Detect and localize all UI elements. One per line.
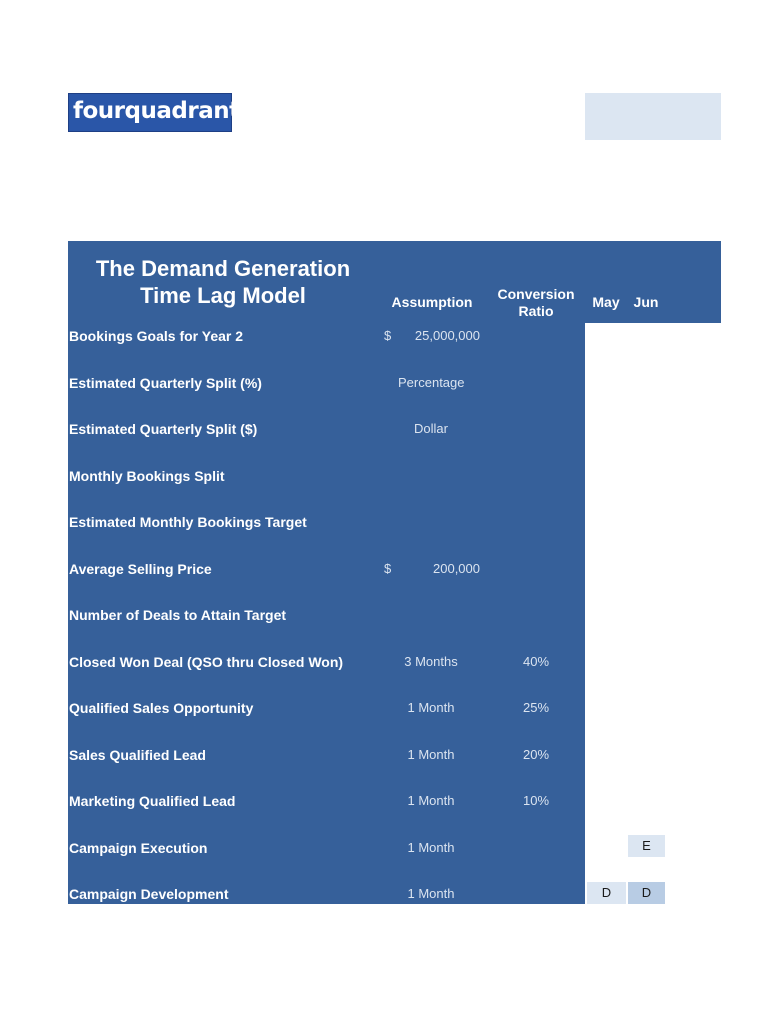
col-may: May (592, 294, 620, 310)
assumption-value: 25,000,000 (414, 328, 480, 343)
table-row (68, 558, 585, 582)
title-line-2: Time Lag Model (140, 283, 306, 308)
assumption-value: 3 Months (404, 654, 458, 669)
row-label: Estimated Monthly Bookings Target (69, 514, 307, 530)
col-assumption: Assumption (391, 294, 473, 310)
fourquadrant-logo: fourquadrant (68, 93, 232, 132)
table-row (68, 418, 585, 442)
col-ratio-line-2: Ratio (518, 303, 554, 319)
row-label: Qualified Sales Opportunity (69, 700, 254, 716)
row-label: Bookings Goals for Year 2 (69, 328, 244, 344)
row-label: Estimated Quarterly Split ($) (69, 421, 258, 437)
title-line-1: The Demand Generation (95, 256, 351, 281)
table-row (68, 837, 585, 861)
jun-cell-campaign-execution[interactable]: E (628, 835, 665, 857)
assumption-value: Dollar (414, 421, 448, 436)
row-label: Sales Qualified Lead (69, 747, 206, 763)
row-label: Marketing Qualified Lead (69, 793, 236, 809)
assumption-value: 1 Month (407, 700, 455, 715)
assumption-value: 200,000 (433, 561, 480, 576)
row-label: Campaign Execution (69, 840, 208, 856)
assumption-value: 1 Month (407, 886, 455, 901)
model-title (68, 255, 378, 309)
currency-symbol: $ (384, 561, 392, 576)
jun-cell-campaign-development[interactable]: D (628, 882, 665, 904)
table-row (68, 465, 585, 489)
table-row (68, 651, 585, 675)
table-row (68, 604, 585, 628)
row-label: Average Selling Price (69, 561, 212, 577)
table-row (68, 511, 585, 535)
row-label: Estimated Quarterly Split (%) (69, 375, 262, 391)
row-label: Number of Deals to Attain Target (69, 607, 287, 623)
table-row (68, 697, 585, 721)
currency-symbol: $ (384, 328, 392, 343)
header-blank-cell (585, 93, 721, 140)
assumption-value: 1 Month (407, 840, 455, 855)
row-label: Monthly Bookings Split (69, 468, 225, 484)
assumption-value: 1 Month (407, 793, 455, 808)
conversion-ratio-value: 25% (522, 700, 550, 715)
table-row (68, 883, 585, 907)
table-row (68, 744, 585, 768)
row-label: Closed Won Deal (QSO thru Closed Won) (69, 654, 344, 670)
table-row (68, 372, 585, 396)
table-header (68, 241, 721, 323)
conversion-ratio-value: 20% (522, 747, 550, 762)
table-row (68, 325, 585, 349)
col-ratio-line-1: Conversion (497, 286, 575, 302)
col-jun: Jun (633, 294, 659, 310)
conversion-ratio-value: 10% (522, 793, 550, 808)
assumption-value: Percentage (398, 375, 465, 390)
row-label: Campaign Development (69, 886, 229, 902)
may-cell-campaign-development[interactable]: D (587, 882, 626, 904)
assumption-value: 1 Month (407, 747, 455, 762)
conversion-ratio-value: 40% (522, 654, 550, 669)
col-conversion-ratio (488, 286, 584, 320)
table-row (68, 790, 585, 814)
